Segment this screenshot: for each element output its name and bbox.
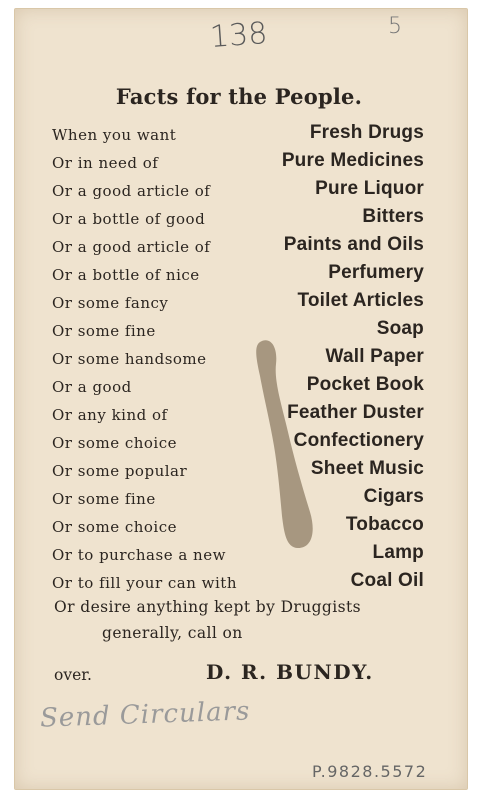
item-phrase: Or some choice: [52, 434, 178, 452]
list-item: [0, 514, 478, 542]
item-product: Pure Medicines: [281, 150, 424, 171]
item-phrase: Or a bottle of nice: [52, 266, 200, 284]
pencil-mark: 5: [388, 14, 402, 39]
list-item: [0, 346, 478, 374]
item-phrase: Or some popular: [52, 462, 188, 480]
pencil-note: Send Circulars: [39, 696, 251, 734]
item-product: Bitters: [362, 206, 424, 227]
item-product: Cigars: [363, 486, 424, 507]
merchant-name: D. R. BUNDY.: [206, 660, 374, 684]
item-product: Pocket Book: [306, 374, 424, 395]
pencil-number: 138: [208, 16, 269, 55]
item-phrase: Or some fine: [52, 322, 156, 340]
list-item: [0, 430, 478, 458]
list-item: [0, 402, 478, 430]
list-item: [0, 374, 478, 402]
item-phrase: Or a bottle of good: [52, 210, 206, 228]
item-product: Sheet Music: [310, 458, 424, 479]
over-label: over.: [54, 666, 92, 684]
accession-number: P.9828.5572: [312, 762, 428, 781]
item-product: Fresh Drugs: [309, 122, 424, 143]
item-phrase: Or a good article of: [52, 182, 211, 200]
list-item: [0, 150, 478, 178]
item-product: Feather Duster: [287, 402, 424, 423]
item-phrase: Or in need of: [52, 154, 159, 172]
list-item: [0, 122, 478, 150]
stain-mark: [252, 336, 322, 552]
item-phrase: Or some choice: [52, 518, 178, 536]
item-product: Toilet Articles: [297, 290, 424, 311]
item-phrase: Or to purchase a new: [52, 546, 226, 564]
list-item: [0, 458, 478, 486]
item-product: Wall Paper: [325, 346, 424, 367]
item-phrase: Or any kind of: [52, 406, 168, 424]
list-item: [0, 542, 478, 570]
item-phrase: Or a good article of: [52, 238, 211, 256]
closing-line: Or desire anything kept by Druggists: [54, 598, 361, 616]
list-item: [0, 234, 478, 262]
item-product: Confectionery: [293, 430, 424, 451]
item-product: Perfumery: [328, 262, 424, 283]
list-item: [0, 570, 478, 598]
item-phrase: Or some fancy: [52, 294, 169, 312]
item-product: Coal Oil: [350, 570, 424, 591]
list-item: [0, 290, 478, 318]
item-product: Paints and Oils: [283, 234, 424, 255]
closing-line: generally, call on: [102, 624, 243, 642]
item-product: Tobacco: [345, 514, 424, 535]
list-item: [0, 262, 478, 290]
item-phrase: Or a good: [52, 378, 132, 396]
item-phrase: Or some fine: [52, 490, 156, 508]
list-item: [0, 206, 478, 234]
item-phrase: Or to fill your can with: [52, 574, 237, 592]
list-item: [0, 318, 478, 346]
list-item: [0, 486, 478, 514]
item-product: Lamp: [372, 542, 424, 563]
list-item: [0, 178, 478, 206]
item-phrase: Or some handsome: [52, 350, 207, 368]
item-product: Pure Liquor: [315, 178, 424, 199]
item-phrase: When you want: [52, 126, 177, 144]
item-product: Soap: [376, 318, 424, 339]
card-heading: Facts for the People.: [115, 84, 363, 109]
